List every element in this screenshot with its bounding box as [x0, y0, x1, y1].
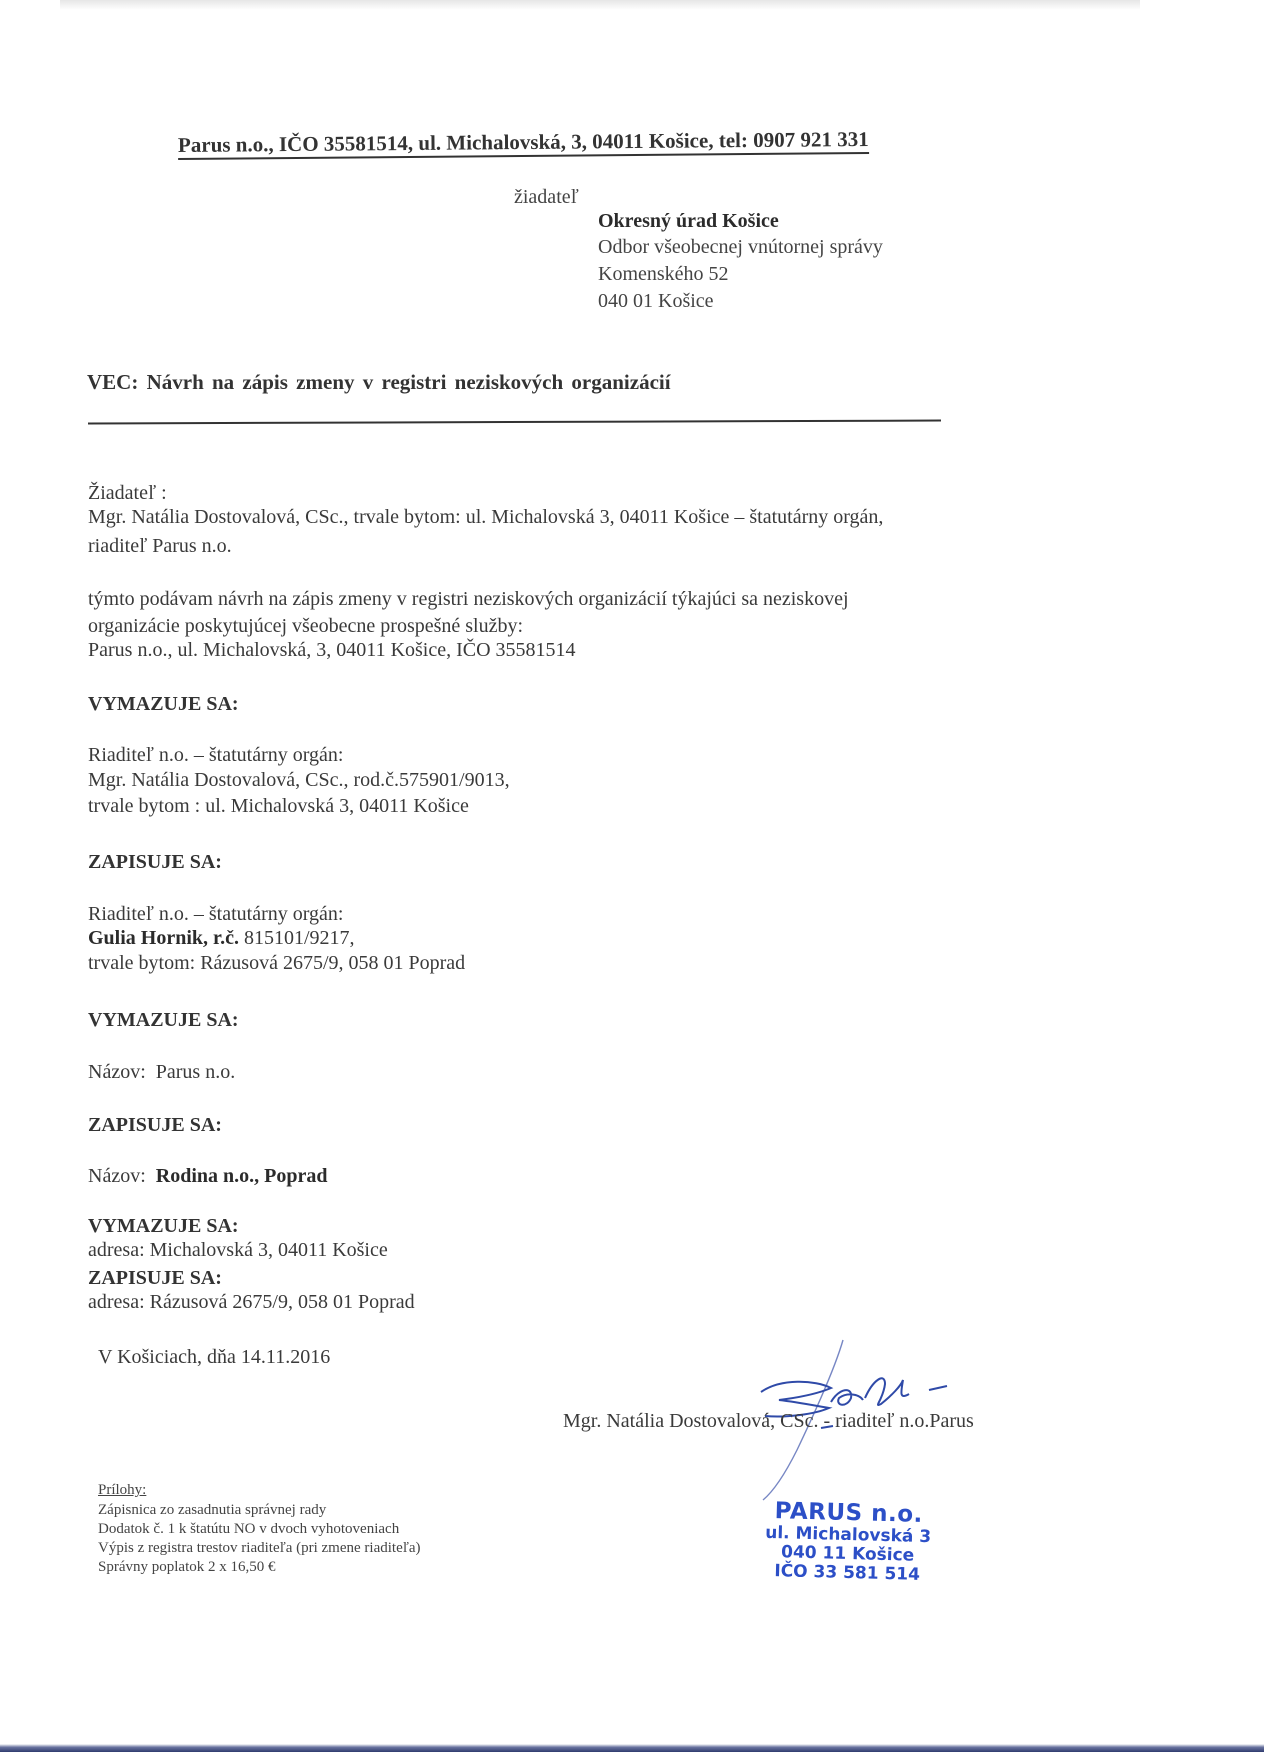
section1-line2: Mgr. Natália Dostovalová, CSc., rod.č.575901/9013, — [88, 769, 510, 791]
name-insert — [88, 1165, 327, 1188]
attachments-title: Prílohy: — [98, 1482, 147, 1498]
section-heading-delete: VYMAZUJE SA: — [88, 1009, 239, 1031]
stamp-line: PARUS n.o. — [774, 1498, 924, 1528]
recipient-name: Okresný úrad Košice — [598, 210, 779, 232]
recipient-dept: Odbor všeobecnej vnútornej správy — [598, 236, 883, 258]
applicant-line2: riaditeľ Parus n.o. — [88, 535, 232, 557]
name-label: Názov: — [88, 1061, 146, 1083]
recipient-city: 040 01 Košice — [598, 290, 714, 312]
scan-edge-bottom — [0, 1744, 1264, 1752]
name-delete — [88, 1061, 235, 1084]
address-delete: adresa: Michalovská 3, 04011 Košice — [88, 1239, 388, 1261]
address-insert: adresa: Rázusová 2675/9, 058 01 Poprad — [88, 1291, 415, 1313]
request-line1: týmto podávam návrh na zápis zmeny v registri neziskových organizácií týkajúci sa neziskovej — [88, 588, 849, 610]
attachment-item: Výpis z registra trestov riaditeľa (pri zmene riaditeľa) — [98, 1540, 421, 1556]
date-line: V Košiciach, dňa 14.11.2016 — [98, 1346, 331, 1368]
stamp-line: IČO 33 581 514 — [774, 1561, 921, 1585]
applicant-label: Žiadateľ : — [88, 482, 167, 504]
section2-line2 — [88, 927, 355, 950]
name-value: Parus n.o. — [155, 1061, 236, 1083]
section-heading-delete: VYMAZUJE SA: — [88, 693, 239, 715]
section-heading-insert: ZAPISUJE SA: — [88, 1114, 222, 1136]
section-heading-insert: ZAPISUJE SA: — [88, 851, 222, 873]
attachment-item: Zápisnica zo zasadnutia správnej rady — [98, 1502, 327, 1518]
section-heading-delete: VYMAZUJE SA: — [88, 1215, 239, 1237]
sender-label: žiadateľ — [514, 186, 579, 208]
scan-shadow-top — [60, 0, 1140, 10]
request-line2: organizácie poskytujúcej všeobecne prospešné služby: — [88, 615, 524, 637]
applicant-line1: Mgr. Natália Dostovalová, CSc., trvale bytom: ul. Michalovská 3, 04011 Košice – štatutárny orgán, — [88, 506, 884, 528]
name-value: Rodina n.o., Poprad — [155, 1165, 328, 1187]
letterhead: Parus n.o., IČO 35581514, ul. Michalovská, 3, 04011 Košice, tel: 0907 921 331 — [178, 127, 869, 160]
attachment-item: Správny poplatok 2 x 16,50 € — [98, 1559, 276, 1575]
signer-name: Mgr. Natália Dostovalová, CSc. - riaditeľ n.o.Parus — [563, 1410, 974, 1432]
organization-stamp — [737, 1497, 959, 1586]
subject: VEC: Návrh na zápis zmeny v registri neziskových organizácií — [87, 370, 671, 394]
recipient-street: Komenského 52 — [598, 263, 729, 285]
stamp-line: 040 11 Košice — [780, 1542, 915, 1566]
section2-line1: Riaditeľ n.o. – štatutárny orgán: — [88, 903, 344, 925]
stamp-line: ul. Michalovská 3 — [764, 1522, 932, 1548]
request-line3: Parus n.o., ul. Michalovská, 3, 04011 Košice, IČO 35581514 — [88, 639, 576, 661]
section1-line1: Riaditeľ n.o. – štatutárny orgán: — [88, 744, 344, 766]
name-label: Názov: — [88, 1165, 146, 1187]
section-heading-insert: ZAPISUJE SA: — [88, 1267, 222, 1289]
attachment-item: Dodatok č. 1 k štatútu NO v dvoch vyhotoveniach — [98, 1521, 400, 1537]
new-director-id: 815101/9217, — [238, 927, 355, 949]
section2-line3: trvale bytom: Rázusová 2675/9, 058 01 Poprad — [88, 952, 466, 974]
section1-line3: trvale bytom : ul. Michalovská 3, 04011 Košice — [88, 795, 469, 817]
subject-divider — [88, 420, 941, 425]
new-director-name: Gulia Hornik, r.č. — [88, 927, 239, 949]
